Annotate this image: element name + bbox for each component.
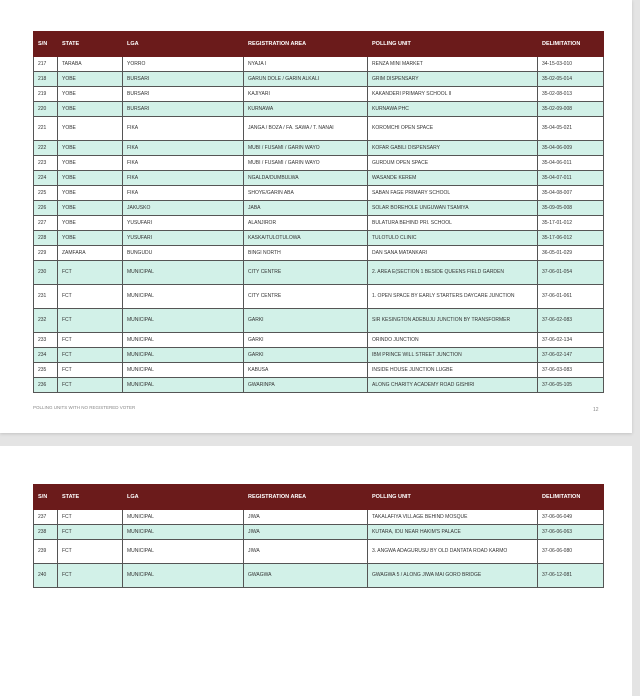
table-row (34, 333, 604, 348)
cell-polling-unit: ALONG CHARITY ACADEMY ROAD GISHIRI (368, 378, 538, 393)
table-row (34, 57, 604, 72)
cell-registration-area: KABUSA (244, 363, 368, 378)
cell-sn: 226 (34, 201, 58, 216)
cell-state: FCT (58, 309, 123, 333)
cell-sn: 235 (34, 363, 58, 378)
header-delimitation: DELIMITATION (538, 32, 604, 57)
cell-sn: 225 (34, 186, 58, 201)
cell-delimitation: 35-02-08-013 (538, 87, 604, 102)
cell-lga: FIKA (123, 141, 244, 156)
table-row (34, 186, 604, 201)
cell-state: FCT (58, 261, 123, 285)
cell-delimitation: 37-06-01-061 (538, 285, 604, 309)
cell-delimitation: 37-06-02-134 (538, 333, 604, 348)
table-row (34, 117, 604, 141)
header-registration-area: REGISTRATION AREA (244, 32, 368, 57)
cell-registration-area: NYAJA I (244, 57, 368, 72)
cell-sn: 221 (34, 117, 58, 141)
cell-state: FCT (58, 285, 123, 309)
cell-sn: 240 (34, 564, 58, 588)
cell-lga: MUNICIPAL (123, 564, 244, 588)
cell-polling-unit: KOROMCHI OPEN SPACE (368, 117, 538, 141)
table-row (34, 87, 604, 102)
cell-registration-area: GARKI (244, 348, 368, 363)
table-row (34, 171, 604, 186)
cell-lga: BURSARI (123, 102, 244, 117)
cell-polling-unit: GRIM DISPENSARY (368, 72, 538, 87)
cell-sn: 238 (34, 525, 58, 540)
cell-polling-unit: TULOTULO CLINIC (368, 231, 538, 246)
cell-delimitation: 35-04-08-007 (538, 186, 604, 201)
table-row (34, 201, 604, 216)
cell-sn: 227 (34, 216, 58, 231)
cell-lga: FIKA (123, 171, 244, 186)
cell-polling-unit: TAKALAFIYA VILLAGE BEHIND MOSQUE (368, 510, 538, 525)
cell-delimitation: 35-04-07-011 (538, 171, 604, 186)
document-page-2 (0, 446, 632, 696)
cell-delimitation: 35-17-01-012 (538, 216, 604, 231)
cell-state: FCT (58, 564, 123, 588)
cell-polling-unit: KAKANDERI PRIMARY SCHOOL II (368, 87, 538, 102)
cell-polling-unit: 1. OPEN SPACE BY EARLY STARTERS DAYCARE JUNCTION (368, 285, 538, 309)
cell-registration-area: CITY CENTRE (244, 285, 368, 309)
cell-sn: 239 (34, 540, 58, 564)
cell-sn: 223 (34, 156, 58, 171)
cell-lga: FIKA (123, 156, 244, 171)
cell-sn: 236 (34, 378, 58, 393)
cell-delimitation: 37-06-12-081 (538, 564, 604, 588)
table-row (34, 285, 604, 309)
cell-delimitation: 35-04-06-009 (538, 141, 604, 156)
cell-lga: JAKUSKO (123, 201, 244, 216)
cell-registration-area: GARKI (244, 309, 368, 333)
cell-state: TARABA (58, 57, 123, 72)
cell-delimitation: 37-06-05-105 (538, 378, 604, 393)
cell-lga: MUNICIPAL (123, 510, 244, 525)
cell-lga: MUNICIPAL (123, 309, 244, 333)
header-state: STATE (58, 485, 123, 510)
cell-lga: FIKA (123, 186, 244, 201)
cell-state: ZAMFARA (58, 246, 123, 261)
cell-registration-area: JABA (244, 201, 368, 216)
polling-units-table-1 (33, 31, 604, 393)
cell-lga: MUNICIPAL (123, 348, 244, 363)
cell-lga: FIKA (123, 117, 244, 141)
cell-sn: 220 (34, 102, 58, 117)
cell-sn: 234 (34, 348, 58, 363)
cell-lga: BUNGUDU (123, 246, 244, 261)
table-row (34, 102, 604, 117)
cell-sn: 224 (34, 171, 58, 186)
cell-delimitation: 37-06-03-083 (538, 363, 604, 378)
header-polling-unit: POLLING UNIT (368, 485, 538, 510)
cell-sn: 230 (34, 261, 58, 285)
header-polling-unit: POLLING UNIT (368, 32, 538, 57)
cell-state: YOBE (58, 216, 123, 231)
header-registration-area: REGISTRATION AREA (244, 485, 368, 510)
cell-polling-unit: KOFAR GABILI DISPENSARY (368, 141, 538, 156)
table-row (34, 540, 604, 564)
cell-polling-unit: WASANDE KEREM (368, 171, 538, 186)
cell-polling-unit: 2. AREA E(SECTION 1 BESIDE QUEENS FIELD GARDEN (368, 261, 538, 285)
cell-polling-unit: DAN SANA MATANKARI (368, 246, 538, 261)
cell-sn: 228 (34, 231, 58, 246)
cell-registration-area: KAJIYARI (244, 87, 368, 102)
cell-lga: MUNICIPAL (123, 333, 244, 348)
cell-sn: 233 (34, 333, 58, 348)
table-row (34, 231, 604, 246)
cell-delimitation: 37-06-01-054 (538, 261, 604, 285)
cell-registration-area: GARUN DOLE / GARIN ALKALI (244, 72, 368, 87)
cell-registration-area: GWARINPA (244, 378, 368, 393)
table-header-row (34, 32, 604, 57)
table-row (34, 261, 604, 285)
cell-delimitation: 35-04-06-011 (538, 156, 604, 171)
cell-state: FCT (58, 348, 123, 363)
cell-delimitation: 35-02-09-008 (538, 102, 604, 117)
cell-state: YOBE (58, 171, 123, 186)
cell-sn: 237 (34, 510, 58, 525)
cell-state: FCT (58, 333, 123, 348)
cell-polling-unit: INSIDE HOUSE JUNCTION LUGBE (368, 363, 538, 378)
header-state: STATE (58, 32, 123, 57)
table-row (34, 141, 604, 156)
table-row (34, 156, 604, 171)
cell-lga: MUNICIPAL (123, 540, 244, 564)
cell-polling-unit: BULATURA BEHIND PRI. SCHOOL (368, 216, 538, 231)
cell-lga: MUNICIPAL (123, 525, 244, 540)
table-row (34, 378, 604, 393)
cell-delimitation: 36-05-01-029 (538, 246, 604, 261)
cell-registration-area: JIWA (244, 540, 368, 564)
cell-state: YOBE (58, 141, 123, 156)
cell-registration-area: GARKI (244, 333, 368, 348)
cell-state: YOBE (58, 201, 123, 216)
cell-sn: 229 (34, 246, 58, 261)
cell-polling-unit: KURNAWA PHC (368, 102, 538, 117)
cell-delimitation: 34-15-03-010 (538, 57, 604, 72)
page-footer: POLLING UNITS WITH NO REGISTERED VOTER (33, 405, 136, 410)
cell-registration-area: JIWA (244, 525, 368, 540)
header-lga: LGA (123, 485, 244, 510)
cell-polling-unit: ORINDO JUNCTION (368, 333, 538, 348)
cell-state: YOBE (58, 87, 123, 102)
cell-polling-unit: SOLAR BOREHOLE UNGUWAN TSAMIYA (368, 201, 538, 216)
table-row (34, 216, 604, 231)
cell-lga: YUSUFARI (123, 216, 244, 231)
cell-registration-area: GWAGWA (244, 564, 368, 588)
cell-lga: BURSARI (123, 72, 244, 87)
table-header-row (34, 485, 604, 510)
cell-lga: MUNICIPAL (123, 378, 244, 393)
cell-state: FCT (58, 378, 123, 393)
cell-state: YOBE (58, 117, 123, 141)
header-sn: S/N (34, 32, 58, 57)
cell-state: YOBE (58, 186, 123, 201)
cell-registration-area: BINGI NORTH (244, 246, 368, 261)
table-row (34, 309, 604, 333)
cell-polling-unit: 3. ANGWA ADAGURUSU BY OLD DANTATA ROAD KARMO (368, 540, 538, 564)
cell-delimitation: 35-17-06-012 (538, 231, 604, 246)
cell-state: YOBE (58, 102, 123, 117)
cell-delimitation: 35-02-05-014 (538, 72, 604, 87)
cell-polling-unit: KUTARA, IDU NEAR HAKIM'S PALACE (368, 525, 538, 540)
cell-state: FCT (58, 540, 123, 564)
cell-polling-unit: RENZA MINI MARKET (368, 57, 538, 72)
cell-state: YOBE (58, 72, 123, 87)
cell-polling-unit: SABAN FAGE PRIMARY SCHOOL (368, 186, 538, 201)
cell-registration-area: CITY CENTRE (244, 261, 368, 285)
header-sn: S/N (34, 485, 58, 510)
cell-registration-area: JANGA / BOZA / FA. SAWA / T. NANAI (244, 117, 368, 141)
cell-state: YOBE (58, 156, 123, 171)
cell-registration-area: MUBI / FUSAMI / GARIN WAYO (244, 141, 368, 156)
cell-polling-unit: GWAGWA 5 / ALONG JIWA MAI GORO BRIDGE (368, 564, 538, 588)
cell-delimitation: 35-04-05-021 (538, 117, 604, 141)
cell-delimitation: 37-06-02-083 (538, 309, 604, 333)
cell-polling-unit: GURDUM OPEN SPACE (368, 156, 538, 171)
cell-delimitation: 37-06-06-080 (538, 540, 604, 564)
cell-state: FCT (58, 363, 123, 378)
table-row (34, 348, 604, 363)
cell-sn: 231 (34, 285, 58, 309)
cell-registration-area: ALANJIROR (244, 216, 368, 231)
table-row (34, 564, 604, 588)
cell-sn: 232 (34, 309, 58, 333)
header-lga: LGA (123, 32, 244, 57)
cell-registration-area: NGALDA/DUMBULWA (244, 171, 368, 186)
cell-delimitation: 35-09-05-008 (538, 201, 604, 216)
cell-state: FCT (58, 525, 123, 540)
cell-lga: BURSARI (123, 87, 244, 102)
cell-registration-area: MUBI / FUSAMI / GARIN WAYO (244, 156, 368, 171)
cell-delimitation: 37-06-06-049 (538, 510, 604, 525)
header-delimitation: DELIMITATION (538, 485, 604, 510)
cell-lga: YORRO (123, 57, 244, 72)
table-row (34, 72, 604, 87)
page-number: 12 (593, 407, 599, 413)
cell-delimitation: 37-06-02-147 (538, 348, 604, 363)
cell-state: YOBE (58, 231, 123, 246)
cell-lga: YUSUFARI (123, 231, 244, 246)
cell-sn: 222 (34, 141, 58, 156)
cell-polling-unit: IBM PRINCE WILL STREET JUNCTION (368, 348, 538, 363)
table-row (34, 363, 604, 378)
cell-registration-area: JIWA (244, 510, 368, 525)
table-row (34, 246, 604, 261)
cell-state: FCT (58, 510, 123, 525)
cell-sn: 218 (34, 72, 58, 87)
table-row (34, 525, 604, 540)
cell-registration-area: SHOYE/GARIN ABA (244, 186, 368, 201)
cell-registration-area: KURNAWA (244, 102, 368, 117)
table-row (34, 510, 604, 525)
cell-sn: 217 (34, 57, 58, 72)
cell-delimitation: 37-06-06-063 (538, 525, 604, 540)
cell-polling-unit: SIR KESINGTON ADEBUJU JUNCTION BY TRANSFORMER (368, 309, 538, 333)
cell-lga: MUNICIPAL (123, 285, 244, 309)
cell-sn: 219 (34, 87, 58, 102)
cell-registration-area: KASKA/TULOTULOWA (244, 231, 368, 246)
polling-units-table-2 (33, 484, 604, 588)
cell-lga: MUNICIPAL (123, 261, 244, 285)
cell-lga: MUNICIPAL (123, 363, 244, 378)
